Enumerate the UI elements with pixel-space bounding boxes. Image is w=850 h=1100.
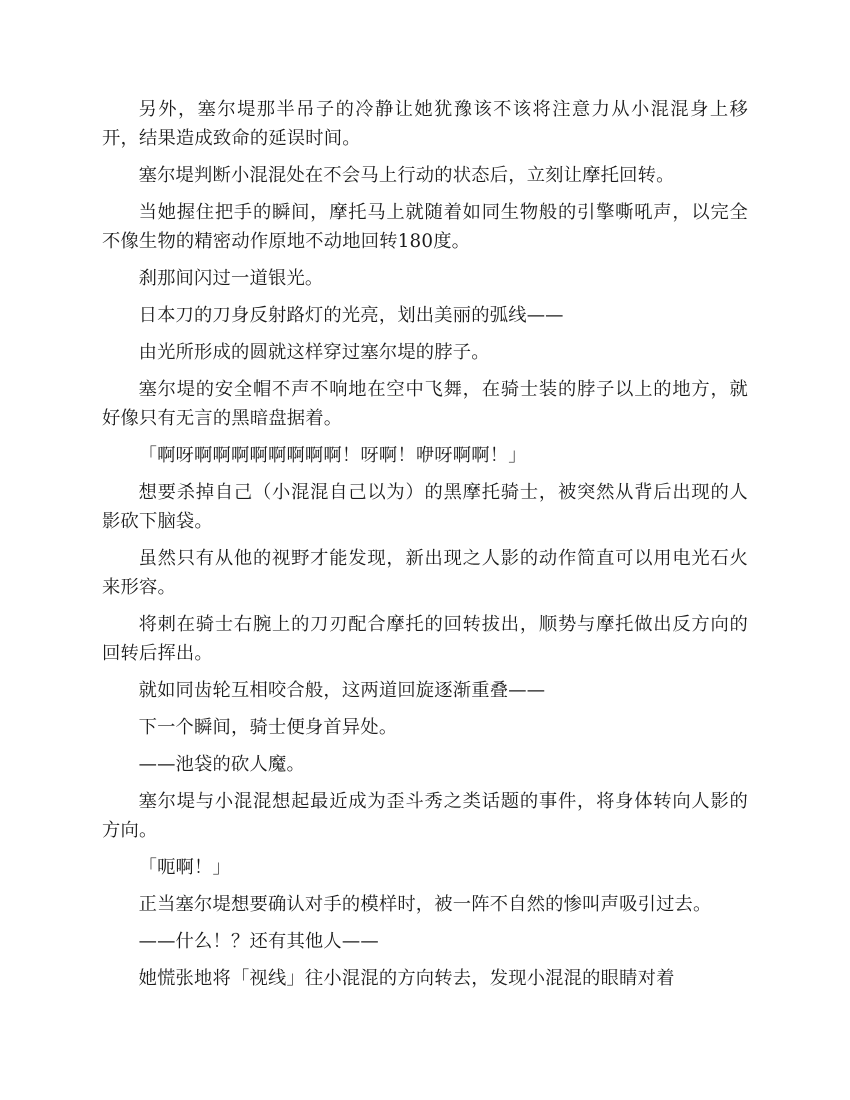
paragraph: 正当塞尔堤想要确认对手的模样时，被一阵不自然的惨叫声吸引过去。 bbox=[138, 894, 712, 915]
paragraph: 虽然只有从他的视野才能发现，新出现之人影的动作简直可以用电光石火来形容。 bbox=[102, 548, 748, 598]
paragraph: 日本刀的刀身反射路灯的光亮，划出美丽的弧线—— bbox=[138, 305, 564, 326]
paragraph: 另外，塞尔堤那半吊子的冷静让她犹豫该不该将注意力从小混混身上移开，结果造成致命的延误时间。 bbox=[102, 99, 748, 149]
paragraph: 就如同齿轮互相咬合般，这两道回旋逐渐重叠—— bbox=[138, 680, 546, 701]
dialogue-line: 「啊呀啊啊啊啊啊啊啊啊！呀啊！咿呀啊啊！」 bbox=[138, 445, 527, 466]
body-text bbox=[102, 95, 748, 1001]
paragraph: 刹那间闪过一道银光。 bbox=[138, 268, 324, 289]
paragraph: 想要杀掉自己（小混混自己以为）的黑摩托骑士，被突然从背后出现的人影砍下脑袋。 bbox=[102, 482, 748, 532]
dialogue-line: 「呃啊！」 bbox=[138, 857, 231, 878]
paragraph: 将刺在骑士右腕上的刀刃配合摩托的回转拔出，顺势与摩托做出反方向的回转后挥出。 bbox=[102, 614, 748, 664]
paragraph: 塞尔堤与小混混想起最近成为歪斗秀之类话题的事件，将身体转向人影的方向。 bbox=[102, 791, 748, 841]
paragraph: 塞尔堤判断小混混处在不会马上行动的状态后，立刻让摩托回转。 bbox=[138, 165, 675, 186]
paragraph: 由光所形成的圆就这样穿过塞尔堤的脖子。 bbox=[138, 342, 490, 363]
paragraph: ——池袋的砍人魔。 bbox=[138, 754, 305, 775]
paragraph: ——什么！？还有其他人—— bbox=[138, 931, 379, 952]
paragraph: 她慌张地将「视线」往小混混的方向转去，发现小混混的眼睛对着 bbox=[138, 968, 675, 989]
paragraph: 当她握住把手的瞬间，摩托马上就随着如同生物般的引擎嘶吼声，以完全不像生物的精密动作原地不动地回转180度。 bbox=[102, 202, 748, 252]
paragraph: 塞尔堤的安全帽不声不响地在空中飞舞，在骑士装的脖子以上的地方，就好像只有无言的黑暗盘据着。 bbox=[102, 379, 748, 429]
paragraph: 下一个瞬间，骑士便身首异处。 bbox=[138, 717, 398, 738]
